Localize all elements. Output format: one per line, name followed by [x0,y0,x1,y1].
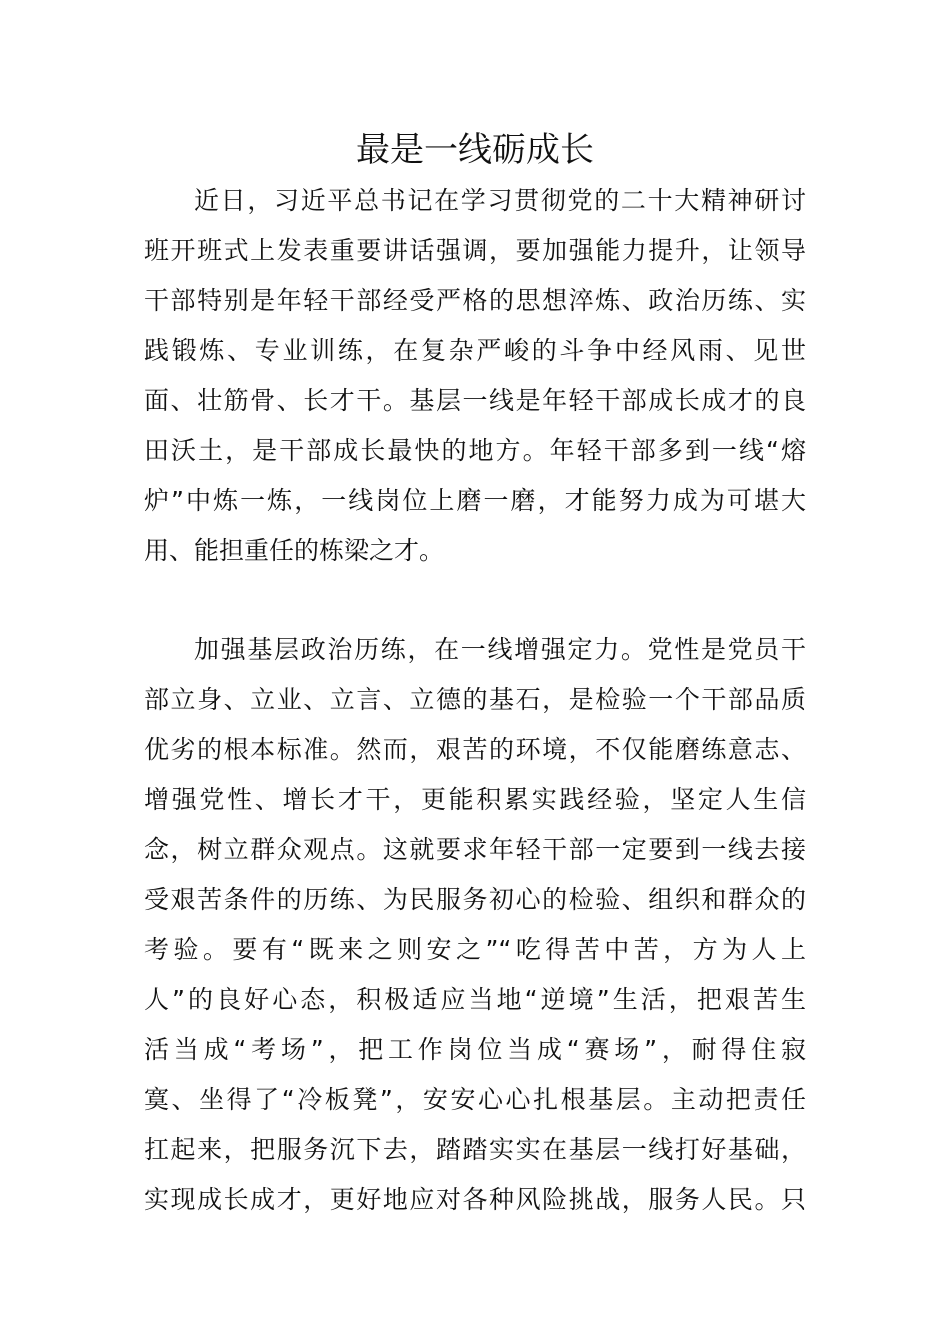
paragraph-1-line-5: 面、壮筋骨、长才干。基层一线是年轻干部成长成才的良 [144,386,806,415]
paragraph-1-line-4: 践锻炼、专业训练，在复杂严峻的斗争中经风雨、见世 [144,336,806,365]
paragraph-2-line-4: 增强党性、增长才干，更能积累实践经验，坚定人生信 [144,785,806,814]
paragraph-1-line-3: 干部特别是年轻干部经受严格的思想淬炼、政治历练、实 [144,286,806,315]
paragraph-1-line-2: 班开班式上发表重要讲话强调，要加强能力提升，让领导 [144,236,806,265]
paragraph-2-line-8: 人”的良好心态，积极适应当地“逆境”生活，把艰苦生 [144,985,806,1014]
paragraph-2-line-1: 加强基层政治历练，在一线增强定力。党性是党员干 [194,635,806,664]
paragraph-2-line-10: 寞、坐得了“冷板凳”，安安心心扎根基层。主动把责任 [144,1085,806,1114]
paragraph-2-line-7: 考验。要有“既来之则安之”“吃得苦中苦，方为人上 [144,935,806,964]
paragraph-1-line-6: 田沃土，是干部成长最快的地方。年轻干部多到一线“熔 [144,436,806,465]
paragraph-2-line-11: 扛起来，把服务沉下去，踏踏实实在基层一线打好基础， [144,1135,806,1164]
paragraph-2-line-6: 受艰苦条件的历练、为民服务初心的检验、组织和群众的 [144,885,806,914]
paragraph-2-line-3: 优劣的根本标准。然而，艰苦的环境，不仅能磨练意志、 [144,735,806,764]
document-title: 最是一线砺成长 [356,130,594,170]
paragraph-1-line-1: 近日，习近平总书记在学习贯彻党的二十大精神研讨 [194,186,806,215]
paragraph-2-line-2: 部立身、立业、立言、立德的基石，是检验一个干部品质 [144,685,806,714]
paragraph-1-line-7: 炉”中炼一炼，一线岗位上磨一磨，才能努力成为可堪大 [144,486,806,515]
paragraph-2-line-5: 念，树立群众观点。这就要求年轻干部一定要到一线去接 [144,835,806,864]
paragraph-2-line-12: 实现成长成才，更好地应对各种风险挑战，服务人民。只 [144,1185,806,1214]
paragraph-1-line-8: 用、能担重任的栋梁之才。 [144,536,445,565]
paragraph-2-line-9: 活当成“考场”，把工作岗位当成“赛场”，耐得住寂 [144,1035,806,1064]
